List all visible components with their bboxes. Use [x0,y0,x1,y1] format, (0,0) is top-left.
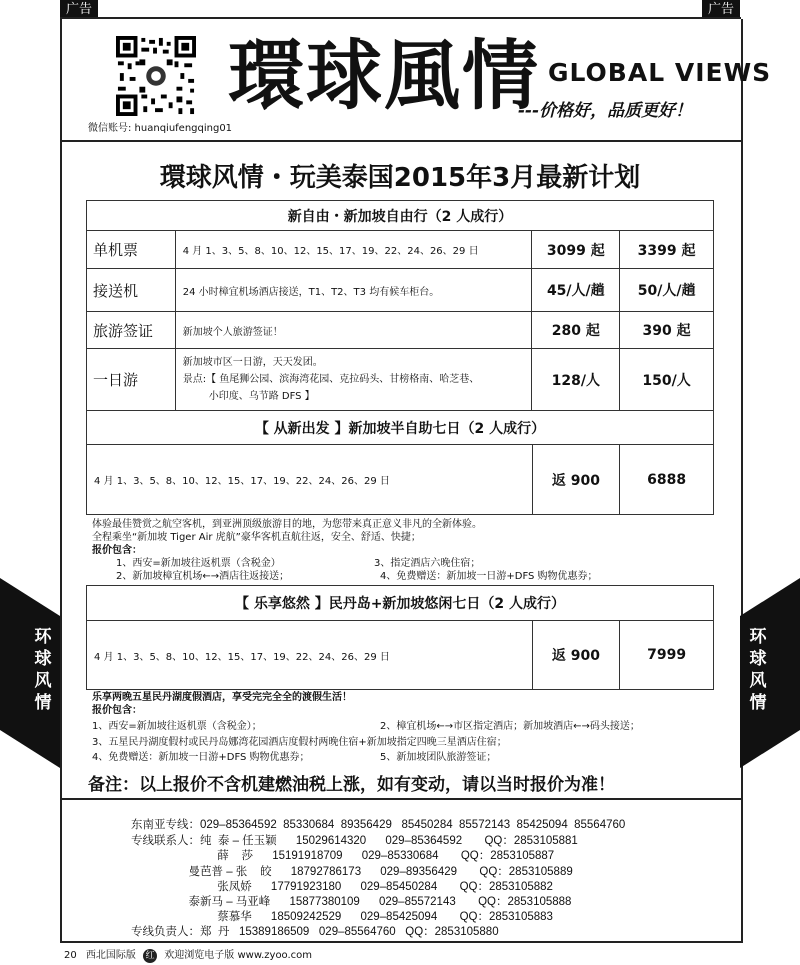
note-line: 报价包含： [92,545,142,556]
brand-slogan: ---价格好，品质更好！ [518,101,693,121]
table-row [87,349,714,411]
price-cell: 返 900 [532,621,620,690]
incl-item: 2、樟宜机场←→市区指定酒店；新加坡酒店←→码头接送； [380,721,640,732]
price-cell: 45/人/趟 [532,269,620,312]
ad-tag-left: 广告 [60,0,98,19]
price-cell: 6888 [620,445,714,515]
incl-item: 4、免费赠送：新加坡一日游+DFS 购物优惠券； [92,752,310,763]
side-char: 情 [34,693,52,713]
row-label: 旅游签证 [87,312,176,349]
contact-line: 泰新马 – 马亚峰 15877380109 029–85572143 QQ：2853105888 [131,896,572,908]
price-cell: 128/人 [532,349,620,411]
row-desc [175,349,532,411]
header-divider [60,140,741,142]
side-text-right [747,626,769,714]
row-label: 接送机 [87,269,176,312]
brand-title: 環球風情 [228,31,540,120]
price-cell: 150/人 [620,349,714,411]
edition: 西北国际版 [85,950,136,961]
incl-item: 5、新加坡团队旅游签证； [380,752,497,763]
price-cell: 7999 [620,621,714,690]
page-number: 20 [64,950,77,961]
page-title: 環球风情・玩美泰国2015年3月最新计划 [159,163,641,193]
desc-line: 景点:【 鱼尾狮公园、滨海湾花园、克拉码头、甘榜格南、哈芝巷、 [182,374,480,385]
note-line: 体验最佳赞赏之航空客机，到亚洲顶级旅游目的地，为您带来真正意义非凡的全新体验。 [92,519,482,530]
section1-title: 新自由・新加坡自由行（2 人成行） [87,201,714,231]
side-char: 环 [749,627,767,647]
note-line: 全程乘坐“新加坡 Tiger Air 虎航”豪华客机直航往返，安全、舒适、快捷； [92,532,421,543]
incl-item: 4、免费赠送：新加坡一日游+DFS 购物优惠券； [380,571,598,582]
table-row [87,269,714,312]
contact-line: 专线联系人：纯 泰 – 任玉颖 15029614320 029–85364592 QQ：2853105881 [131,835,578,847]
row-desc: 4 月 1、3、5、8、10、12、15、17、19、22、24、26、29 日 [175,231,532,269]
desc-line: 新加坡市区一日游，天天发团。 [182,357,323,368]
wechat-account: 微信账号: huanqiufengqing01 [88,123,233,134]
section2-table [86,410,714,515]
price-cell: 280 起 [532,312,620,349]
side-char: 环 [34,627,52,647]
section1-table [86,200,714,411]
page-footer [64,946,312,963]
qr-code-icon [115,36,197,116]
section2-title: 【 从新出发 】新加坡半自助七日（2 人成行） [87,411,714,445]
contact-divider [60,798,741,800]
price-cell: 390 起 [620,312,714,349]
table-row [87,312,714,349]
incl-item: 3、指定酒店六晚住宿； [374,558,481,569]
section2-notes [92,518,482,557]
note-line: 报价包含： [92,705,142,716]
edition-badge-icon: 红 [143,949,157,963]
price-cell: 3099 起 [532,231,620,269]
bottom-rule [60,941,741,943]
section3-table [86,585,714,690]
global-views-title: GLOBAL VIEWS [548,58,772,87]
side-char: 情 [749,693,767,713]
row-label: 单机票 [87,231,176,269]
row-label: 一日游 [87,349,176,411]
side-char: 风 [34,671,52,691]
contact-line: 蔡慕华 18509242529 029–85425094 QQ：2853105883 [131,911,553,923]
incl-item: 1、西安=新加坡往返机票（含税金）； [92,721,262,732]
side-char: 球 [34,649,52,669]
side-char: 球 [749,649,767,669]
section3-title: 【 乐享悠然 】民丹岛+新加坡悠闲七日（2 人成行） [87,586,714,621]
price-cell: 50/人/趟 [620,269,714,312]
price-cell: 3399 起 [620,231,714,269]
contact-line: 薛 莎 15191918709 029–85330684 QQ：2853105887 [131,850,555,862]
contact-line: 曼芭普 – 张 皎 18792786173 029–89356429 QQ：2853105889 [131,866,573,878]
incl-item: 2、新加坡樟宜机场←→酒店往返接送； [116,571,290,582]
table-row [87,231,714,269]
ad-tag-right: 广告 [702,0,740,19]
dates-cell: 4 月 1、3、5、8、10、12、15、17、19、22、24、26、29 日 [87,445,533,515]
incl-item: 1、西安=新加坡往返机票（含税金） [116,558,281,569]
price-cell: 返 900 [532,445,620,515]
remark-text: 备注：以上报价不含机建燃油税上涨，如有变动，请以当时报价为准！ [88,775,615,795]
contact-line: 张凤娇 17791923180 029–85450284 QQ：2853105882 [131,881,553,893]
desc-line: 小印度、乌节路 DFS 】 [208,391,315,402]
note-line: 乐享两晚五星民丹湖度假酒店，享受完完全全的渡假生活！ [92,692,352,703]
row-desc: 24 小时樟宜机场酒店接送，T1、T2、T3 均有候车柜台。 [175,269,532,312]
table-row [87,621,714,690]
side-text-left [32,626,54,714]
leader-line: 专线负责人：郑 丹 15389186509 029–85564760 QQ：2853105880 [131,926,499,938]
table-row [87,445,714,515]
dates-cell: 4 月 1、3、5、8、10、12、15、17、19、22、24、26、29 日 [87,621,533,690]
footer-link[interactable]: 欢迎浏览电子版 www.zyoo.com [164,950,313,961]
section3-notes [92,691,352,717]
incl-item: 3、五星民丹湖度假村或民丹岛娜湾花园酒店度假村两晚住宿+新加坡指定四晚三星酒店住宿； [92,737,507,748]
row-desc: 新加坡个人旅游签证！ [175,312,532,349]
hotline: 东南亚专线：029–85364592 85330684 89356429 85450284 85572143 85425094 85564760 [131,819,626,831]
side-char: 风 [749,671,767,691]
